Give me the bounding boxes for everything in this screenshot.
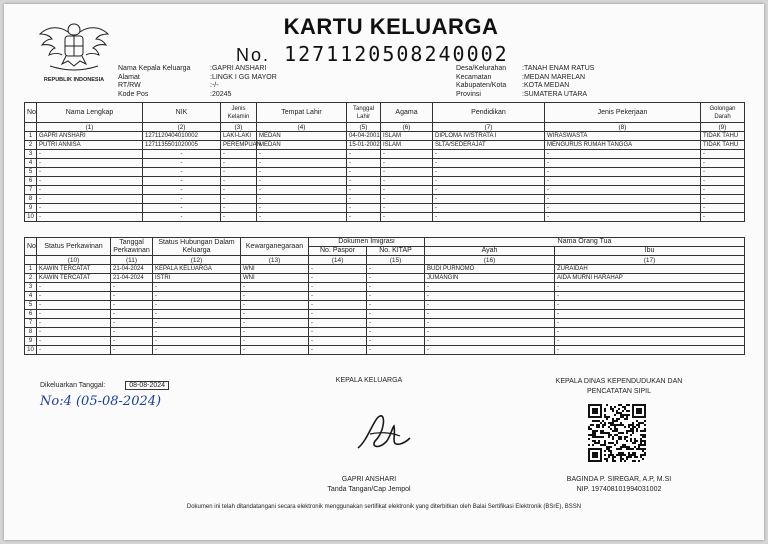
table-cell: MENGURUS RUMAH TANGGA: [545, 141, 701, 150]
table-row: [25, 274, 745, 283]
table-cell: -: [555, 283, 745, 292]
table-cell: WNI: [241, 274, 309, 283]
table-cell: -: [241, 328, 309, 337]
table-cell: -: [347, 177, 381, 186]
head-name: GAPRI ANSHARI: [341, 476, 397, 483]
table-row: [25, 283, 745, 292]
table-cell: -: [545, 213, 701, 222]
qr-code-icon: [588, 404, 646, 462]
table-cell: ISLAM: [381, 132, 433, 141]
table-cell: -: [221, 159, 257, 168]
table-cell: -: [425, 328, 555, 337]
rtrw-value: -/-: [211, 82, 219, 90]
document-sheet: [4, 4, 764, 540]
table-cell: -: [257, 195, 347, 204]
table-cell: 4: [25, 292, 37, 301]
table-cell: -: [257, 177, 347, 186]
table-cell: 1271135501020005: [143, 141, 221, 150]
table-cell: 6: [25, 310, 37, 319]
table-cell: -: [111, 319, 153, 328]
table-row: [25, 213, 745, 222]
table-cell: -: [381, 186, 433, 195]
table-row: [25, 186, 745, 195]
table-cell: -: [111, 346, 153, 355]
table-cell: -: [143, 204, 221, 213]
table-row: [25, 132, 745, 141]
table-cell: (12): [153, 256, 241, 265]
table-row: [25, 177, 745, 186]
table-cell: (2): [143, 123, 221, 132]
table-cell: -: [221, 177, 257, 186]
table-cell: TIDAK TAHU: [701, 141, 745, 150]
table-cell: 04-04-2001: [347, 132, 381, 141]
signature-icon: [350, 406, 414, 458]
table-cell: -: [153, 328, 241, 337]
table-row: [25, 310, 745, 319]
table-cell: -: [367, 283, 425, 292]
table-cell: -: [701, 186, 745, 195]
table-cell: -: [367, 319, 425, 328]
table-cell: -: [433, 159, 545, 168]
table-row: [25, 292, 745, 301]
city-value: KOTA MEDAN: [523, 82, 570, 90]
table-cell: GAPRI ANSHARI: [37, 132, 143, 141]
table-cell: -: [241, 301, 309, 310]
table-cell: -: [701, 159, 745, 168]
table-cell: (6): [381, 123, 433, 132]
table-cell: -: [241, 310, 309, 319]
table-cell: 9: [25, 337, 37, 346]
table-cell: -: [545, 186, 701, 195]
table-cell: (1): [37, 123, 143, 132]
table-row: [25, 301, 745, 310]
table-cell: 2: [25, 141, 37, 150]
table-cell: -: [433, 168, 545, 177]
family-status-table: [24, 237, 745, 355]
col-ibu: Ibu: [555, 247, 745, 256]
table-cell: -: [37, 337, 111, 346]
table-cell: -: [701, 204, 745, 213]
table-cell: -: [111, 292, 153, 301]
table-cell: 21-04-2024: [111, 265, 153, 274]
table-cell: 8: [25, 195, 37, 204]
table-cell: (9): [701, 123, 745, 132]
table-cell: -: [153, 346, 241, 355]
table-cell: -: [143, 177, 221, 186]
table-cell: -: [433, 177, 545, 186]
table-row: [25, 141, 745, 150]
table-cell: -: [153, 337, 241, 346]
table-cell: -: [37, 346, 111, 355]
table-cell: -: [37, 301, 111, 310]
table-cell: DIPLOMA IV/STRATA I: [433, 132, 545, 141]
col-nama-orang-tua: Nama Orang Tua: [425, 238, 745, 247]
number-label: No.: [236, 45, 271, 65]
table-cell: -: [425, 346, 555, 355]
family-members-table: [24, 102, 745, 222]
table-cell: -: [701, 195, 745, 204]
table-cell: ISTRI: [153, 274, 241, 283]
document-number: [236, 42, 509, 66]
electronic-signature-note: Dokumen ini telah ditandatangani secara elektronik menggunakan sertifikat elektronik yang diterbitkan oleh Balai Sertifikasi Elektronik (BSrE), BSSN: [186, 504, 582, 510]
table-cell: KEPALA KELUARGA: [153, 265, 241, 274]
table-cell: -: [555, 328, 745, 337]
table-cell: PEREMPUAN: [221, 141, 257, 150]
table-row: [25, 319, 745, 328]
table-cell: (8): [545, 123, 701, 132]
table-cell: -: [381, 159, 433, 168]
table-cell: 4: [25, 159, 37, 168]
table-cell: -: [425, 310, 555, 319]
table-cell: -: [367, 328, 425, 337]
number-value: 1271120508240002: [284, 42, 509, 66]
table-cell: -: [111, 310, 153, 319]
col-tanggal-perkawinan: Tanggal Perkawinan: [111, 238, 153, 256]
table-cell: -: [381, 150, 433, 159]
postal-code-value: 20245: [211, 90, 232, 98]
table-cell: -: [545, 195, 701, 204]
garuda-emblem-icon: [36, 18, 112, 83]
table-cell: -: [367, 337, 425, 346]
table-cell: -: [37, 168, 143, 177]
table-cell: 1: [25, 265, 37, 274]
address-value: LINGK I GG MAYOR: [211, 73, 277, 81]
table-row: [25, 265, 745, 274]
table-cell: -: [425, 337, 555, 346]
table-row: [25, 159, 745, 168]
col-nik: NIK: [143, 103, 221, 123]
table-cell: MEDAN: [257, 141, 347, 150]
table-cell: (16): [425, 256, 555, 265]
col-pendidikan: Pendidikan: [433, 103, 545, 123]
table-cell: 7: [25, 186, 37, 195]
table-cell: 2: [25, 274, 37, 283]
table-cell: -: [309, 274, 367, 283]
table-cell: -: [153, 292, 241, 301]
head-caption: Tanda Tangan/Cap Jempol: [327, 486, 411, 493]
table-cell: -: [37, 292, 111, 301]
table-cell: TIDAK TAHU: [701, 132, 745, 141]
table-cell: -: [37, 283, 111, 292]
table-cell: -: [545, 150, 701, 159]
document-title: KARTU KELUARGA: [283, 14, 499, 39]
head-name-value: GAPRI ANSHARI: [211, 65, 267, 72]
table-cell: -: [309, 346, 367, 355]
table-cell: -: [555, 337, 745, 346]
col-status-perkawinan: Status Perkawinan: [37, 238, 111, 256]
table-cell: -: [143, 186, 221, 195]
table-cell: -: [701, 177, 745, 186]
table-cell: -: [143, 168, 221, 177]
col-nama: Nama Lengkap: [37, 103, 143, 123]
table-cell: BUDI PURNOMO: [425, 265, 555, 274]
table-cell: -: [221, 204, 257, 213]
table-row: [25, 346, 745, 355]
table-cell: -: [347, 186, 381, 195]
table-cell: -: [37, 319, 111, 328]
table-cell: -: [309, 310, 367, 319]
table-cell: -: [381, 168, 433, 177]
table-cell: JUMANGIN: [425, 274, 555, 283]
official-name: BAGINDA P. SIREGAR, A.P, M.SI: [566, 476, 672, 483]
table-cell: 7: [25, 319, 37, 328]
table-cell: -: [37, 150, 143, 159]
table-cell: AIDA MURNI HARAHAP: [555, 274, 745, 283]
table-row: [25, 195, 745, 204]
table-cell: -: [309, 319, 367, 328]
col-status-hubungan: Status Hubungan Dalam Keluarga: [153, 238, 241, 256]
table-cell: ISLAM: [381, 141, 433, 150]
col-jenis-kelamin: Jenis Kelamin: [221, 103, 257, 123]
table-cell: -: [111, 301, 153, 310]
col-agama: Agama: [381, 103, 433, 123]
table-cell: -: [37, 195, 143, 204]
table-cell: -: [309, 301, 367, 310]
table-cell: 3: [25, 283, 37, 292]
table-cell: 15-01-2002: [347, 141, 381, 150]
col-golongan-darah: Golongan Darah: [701, 103, 745, 123]
issued-label: Dikeluarkan Tanggal:: [40, 382, 106, 389]
table-cell: -: [37, 159, 143, 168]
table-cell: WIRASWASTA: [545, 132, 701, 141]
table-cell: KAWIN TERCATAT: [37, 265, 111, 274]
table-cell: -: [309, 337, 367, 346]
table-cell: -: [701, 150, 745, 159]
table-cell: 8: [25, 328, 37, 337]
info-left: Nama Kepala Keluarga :GAPRI ANSHARI Alamat :LINGK I GG MAYOR RT/RW :-/- Kode Pos :20245: [118, 65, 277, 98]
table-cell: -: [37, 310, 111, 319]
table-cell: (15): [367, 256, 425, 265]
info-right: Desa/Kelurahan :TANAH ENAM RATUS Kecamatan :MEDAN MARELAN Kabupaten/Kota :KOTA MEDAN Provinsi :SUMATERA UTARA: [456, 65, 595, 98]
table-cell: -: [433, 213, 545, 222]
table-cell: -: [221, 150, 257, 159]
table-cell: -: [367, 265, 425, 274]
handwritten-note: No:4 (05-08-2024): [40, 394, 162, 409]
emblem-caption: REPUBLIK INDONESIA: [43, 77, 105, 83]
table-cell: (10): [37, 256, 111, 265]
table-cell: 9: [25, 204, 37, 213]
col-dokumen-imigrasi: Dokumen Imigrasi: [309, 238, 425, 247]
table-cell: MEDAN: [257, 132, 347, 141]
table-cell: -: [381, 195, 433, 204]
table-cell: -: [221, 186, 257, 195]
table-cell: -: [555, 292, 745, 301]
table-cell: -: [37, 186, 143, 195]
table-cell: 5: [25, 168, 37, 177]
col-tanggal-lahir: Tanggal Lahir: [347, 103, 381, 123]
table-cell: (17): [555, 256, 745, 265]
table-cell: -: [545, 159, 701, 168]
table-cell: -: [555, 319, 745, 328]
table-cell: (11): [111, 256, 153, 265]
table-cell: -: [221, 213, 257, 222]
table-cell: -: [257, 168, 347, 177]
table-cell: -: [143, 195, 221, 204]
table-cell: -: [425, 301, 555, 310]
table-cell: KAWIN TERCATAT: [37, 274, 111, 283]
table-cell: -: [221, 168, 257, 177]
table-cell: -: [257, 186, 347, 195]
issued-date: 08-08-2024: [125, 381, 169, 390]
table-cell: -: [257, 213, 347, 222]
table-cell: -: [433, 186, 545, 195]
table-cell: 1271120404010002: [143, 132, 221, 141]
table-cell: -: [425, 283, 555, 292]
table-cell: -: [143, 150, 221, 159]
table-cell: -: [367, 292, 425, 301]
col-no: No: [25, 103, 37, 123]
table-cell: -: [241, 337, 309, 346]
table-cell: -: [347, 150, 381, 159]
table-cell: 1: [25, 132, 37, 141]
official-title: KEPALA DINAS KEPENDUDUKAN DAN PENCATATAN SIPIL: [555, 378, 683, 395]
head-title: KEPALA KELUARGA: [335, 377, 403, 384]
table-cell: -: [701, 213, 745, 222]
table-cell: -: [367, 301, 425, 310]
table-cell: -: [153, 319, 241, 328]
table-cell: LAKI-LAKI: [221, 132, 257, 141]
family-status-body: [25, 256, 745, 355]
table-cell: -: [347, 204, 381, 213]
col-no-paspor: No. Paspor: [309, 247, 367, 256]
family-members-body: [25, 123, 745, 222]
table-cell: -: [241, 283, 309, 292]
table-cell: -: [555, 346, 745, 355]
col-tempat-lahir: Tempat Lahir: [257, 103, 347, 123]
table-row: [25, 204, 745, 213]
table-cell: -: [37, 213, 143, 222]
table-cell: -: [347, 195, 381, 204]
table-cell: -: [347, 213, 381, 222]
table-cell: -: [221, 195, 257, 204]
table-cell: (13): [241, 256, 309, 265]
table-cell: -: [143, 159, 221, 168]
table-cell: [25, 123, 37, 132]
col-no-kitap: No. KITAP: [367, 247, 425, 256]
table-cell: PUTRI ANNISA: [37, 141, 143, 150]
table-cell: -: [433, 195, 545, 204]
table-cell: -: [381, 177, 433, 186]
table-cell: -: [367, 274, 425, 283]
table-cell: (7): [433, 123, 545, 132]
table-cell: -: [381, 204, 433, 213]
column-number-row: [25, 256, 745, 265]
table-cell: -: [143, 213, 221, 222]
table-cell: 21-04-2024: [111, 274, 153, 283]
table-cell: -: [545, 168, 701, 177]
table-cell: -: [111, 328, 153, 337]
table-cell: (5): [347, 123, 381, 132]
table-cell: -: [545, 204, 701, 213]
table-cell: -: [257, 204, 347, 213]
col-ayah: Ayah: [425, 247, 555, 256]
table-cell: -: [153, 283, 241, 292]
table-cell: -: [555, 310, 745, 319]
column-number-row: [25, 123, 745, 132]
table-cell: -: [309, 328, 367, 337]
table-cell: -: [257, 150, 347, 159]
table-cell: -: [555, 301, 745, 310]
table-cell: -: [111, 283, 153, 292]
table-row: [25, 328, 745, 337]
table-cell: WNI: [241, 265, 309, 274]
col2-no: No: [25, 238, 37, 256]
table-cell: -: [347, 168, 381, 177]
table-cell: -: [433, 150, 545, 159]
table-cell: (3): [221, 123, 257, 132]
table-cell: 10: [25, 213, 37, 222]
table-cell: -: [433, 204, 545, 213]
table-row: [25, 337, 745, 346]
table-cell: 3: [25, 150, 37, 159]
table-cell: -: [153, 301, 241, 310]
table-cell: 10: [25, 346, 37, 355]
table-cell: (4): [257, 123, 347, 132]
issued-block: [40, 382, 169, 389]
table-cell: -: [153, 310, 241, 319]
table-cell: -: [241, 292, 309, 301]
village-value: TANAH ENAM RATUS: [523, 65, 595, 72]
table-cell: -: [309, 265, 367, 274]
table-cell: -: [241, 319, 309, 328]
table-cell: [25, 256, 37, 265]
table-cell: (14): [309, 256, 367, 265]
province-value: SUMATERA UTARA: [523, 90, 588, 98]
table-cell: -: [701, 168, 745, 177]
table-cell: 6: [25, 177, 37, 186]
table-cell: -: [425, 319, 555, 328]
table-row: [25, 168, 745, 177]
table-cell: -: [367, 310, 425, 319]
table-cell: -: [257, 159, 347, 168]
table-cell: -: [347, 159, 381, 168]
col-pekerjaan: Jenis Pekerjaan: [545, 103, 701, 123]
table-cell: -: [381, 213, 433, 222]
table-cell: -: [241, 346, 309, 355]
table-row: [25, 150, 745, 159]
table-cell: -: [309, 283, 367, 292]
district-value: MEDAN MARELAN: [523, 73, 586, 81]
table-cell: ZURAIDAH: [555, 265, 745, 274]
table-cell: -: [545, 177, 701, 186]
table-cell: -: [367, 346, 425, 355]
table-cell: 5: [25, 301, 37, 310]
col-kewarganegaraan: Kewarganegaraan: [241, 238, 309, 256]
table-cell: -: [309, 292, 367, 301]
table-cell: -: [111, 337, 153, 346]
table-cell: -: [37, 204, 143, 213]
table-cell: -: [425, 292, 555, 301]
official-nip: NIP. 197408101994031002: [576, 486, 662, 493]
table-cell: SLTA/SEDERAJAT: [433, 141, 545, 150]
table-cell: -: [37, 328, 111, 337]
table-cell: -: [37, 177, 143, 186]
